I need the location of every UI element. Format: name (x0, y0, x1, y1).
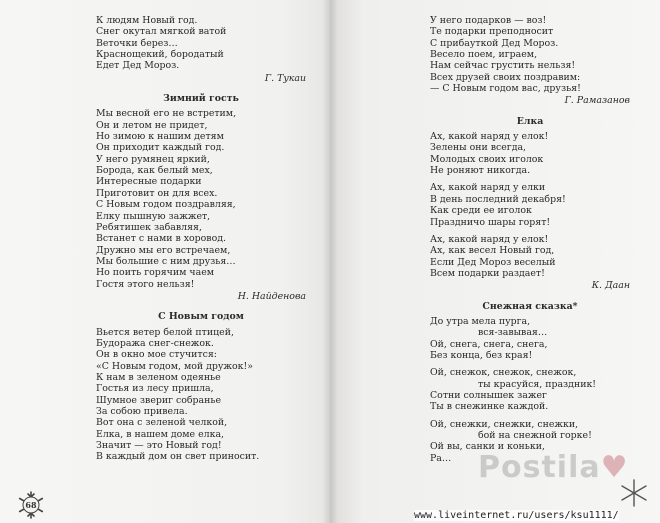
poem-line: Будоража снег-снежок. (96, 337, 214, 349)
poem-line: Интересные подарки (96, 176, 202, 188)
poem-line: Едет Дед Мороз. (96, 60, 180, 72)
poem-title: Снежная сказка* (482, 300, 578, 312)
poem-line: «С Новым годом, мой дружок!» (96, 360, 254, 372)
poem-line: За собою привела. (96, 406, 188, 417)
poem-line: Мы большие с ним друзья… (96, 255, 236, 267)
stanza (430, 316, 630, 361)
poem-line: Веточки берез… (96, 37, 178, 49)
poem-line: ты красуйся, праздник! (478, 378, 597, 390)
poem-line: Елка, в нашем доме елка, (96, 428, 225, 440)
postila-watermark: Postila♥ (478, 450, 629, 485)
stanza (430, 367, 630, 412)
poem-line: Без конца, без края! (430, 349, 533, 361)
poem-line: бой на снежной горке! (478, 430, 592, 441)
poem-body (430, 316, 630, 464)
poem-line: В каждый дом он свет приносит. (96, 451, 260, 463)
poem-line: Ах, какой наряд у елок! (430, 131, 549, 143)
poem-line: Как среди ее иголок (430, 205, 532, 217)
poem-line: Если Дед Мороз веселый (430, 256, 556, 268)
poem-line: Праздничо шары горят! (430, 216, 551, 228)
poem-line: — С Новым годом вас, друзья! (430, 83, 581, 95)
poem-line: Нам сейчас грустить нельзя! (430, 60, 576, 72)
poem-line: Ребятишек забавляя, (96, 221, 202, 233)
poem-line: Но зимою к нашим детям (96, 131, 224, 143)
poem-line: У него румянец яркий, (96, 153, 210, 165)
poem-line: Шумное звериг собранье (96, 394, 222, 406)
poem-line: К нам в зеленом одеянье (96, 371, 221, 383)
poem-line: Молодых своих иголок (430, 153, 544, 165)
poem-line: Гостья из лесу пришла, (96, 383, 214, 395)
poem-line: Ах, какой наряд у елки (430, 182, 546, 194)
poem-line: С прибауткой Дед Мороз. (430, 37, 559, 49)
poem-line: Мы весной его не встретим, (96, 108, 237, 120)
poem-line: Он и летом не придет, (96, 119, 208, 131)
poem-line: С Новым годом поздравляя, (96, 199, 236, 211)
source-url-caption: www.liveinternet.ru/users/ksu1111/ (414, 510, 619, 521)
poem-line: Ты в снежинке каждой. (430, 401, 549, 413)
poem-title: Елка (516, 115, 544, 127)
page-number: 68 (16, 490, 46, 520)
poem-line: Он приходит каждый год. (96, 142, 225, 154)
poem-line: Вот она с зеленой челкой, (96, 417, 228, 429)
poem-line: Ра… (430, 452, 452, 464)
poem-title: Зимний гость (163, 93, 239, 105)
poem-line: Елку пышную зажжет, (96, 210, 211, 222)
left-text-column (96, 15, 306, 463)
right-text-column (430, 15, 630, 464)
poem-line: Он в окно мое стучится: (96, 349, 217, 361)
poem-line: Те подарки преподносит (430, 26, 554, 38)
poem-body (430, 131, 630, 279)
poem-line: Приготовит он для всех. (96, 187, 218, 199)
poem-line: Борода, как белый мех, (96, 165, 213, 177)
poem-line: Ах, какой наряд у елок! (430, 233, 549, 245)
poem-line: Ой, снега, снега, снега, (430, 338, 548, 350)
left-intro-lines (96, 15, 306, 72)
poem-author: Н. Найденова (237, 290, 306, 302)
poem-line: У него подарков — воз! (430, 15, 547, 26)
stanza (430, 234, 630, 279)
poem-line: Весело поем, играем, (430, 49, 538, 61)
stanza (430, 182, 630, 227)
poem-line: Зелены они всегда, (430, 142, 527, 154)
poem-line: До утра мела пурга, (430, 315, 531, 327)
poem-line: Встанет с нами в хоровод. (96, 233, 226, 245)
poem-line: Вьется ветер белой птицей, (96, 326, 234, 338)
poem-body (96, 108, 306, 290)
poem-body (96, 327, 306, 463)
book-gutter (322, 0, 338, 523)
poem-line: Всем подарки раздает! (430, 267, 545, 279)
poem-title: С Новым годом (158, 311, 244, 323)
poem-line: Ах, как весел Новый год, (430, 245, 555, 257)
poem-line: К людям Новый год. (96, 15, 198, 26)
poem-author: Г. Тукаи (264, 72, 306, 84)
poem-line: Сотни солнышек зажег (430, 389, 547, 401)
poem-line: Краснощекий, бородатый (96, 49, 224, 61)
poem-line: Ой, снежок, снежок, снежок, (430, 367, 577, 379)
poem-author: Г. Рамазанов (564, 95, 630, 107)
poem-line: Ой вы, санки и коньки, (430, 441, 545, 453)
poem-line: Ой, снежки, снежки, снежки, (430, 418, 579, 430)
poem-line: Не роняют никогда. (430, 165, 531, 177)
poem-line: В день последний декабря! (430, 193, 566, 205)
poem-line: Гостя этого нельзя! (96, 278, 195, 290)
right-intro-lines (430, 15, 630, 94)
poem-line: Но поить горячим чаем (96, 267, 215, 279)
poem-line: вся-завывая… (478, 327, 548, 339)
poem-line: Значит — это Новый год! (96, 440, 222, 452)
poem-line: Всех друзей своих поздравим: (430, 71, 581, 83)
poem-line: Снег окутал мягкой ватой (96, 26, 227, 38)
poem-author: К. Даан (591, 280, 630, 292)
stanza (430, 131, 630, 176)
poem-line: Дружно мы его встречаем, (96, 244, 231, 256)
